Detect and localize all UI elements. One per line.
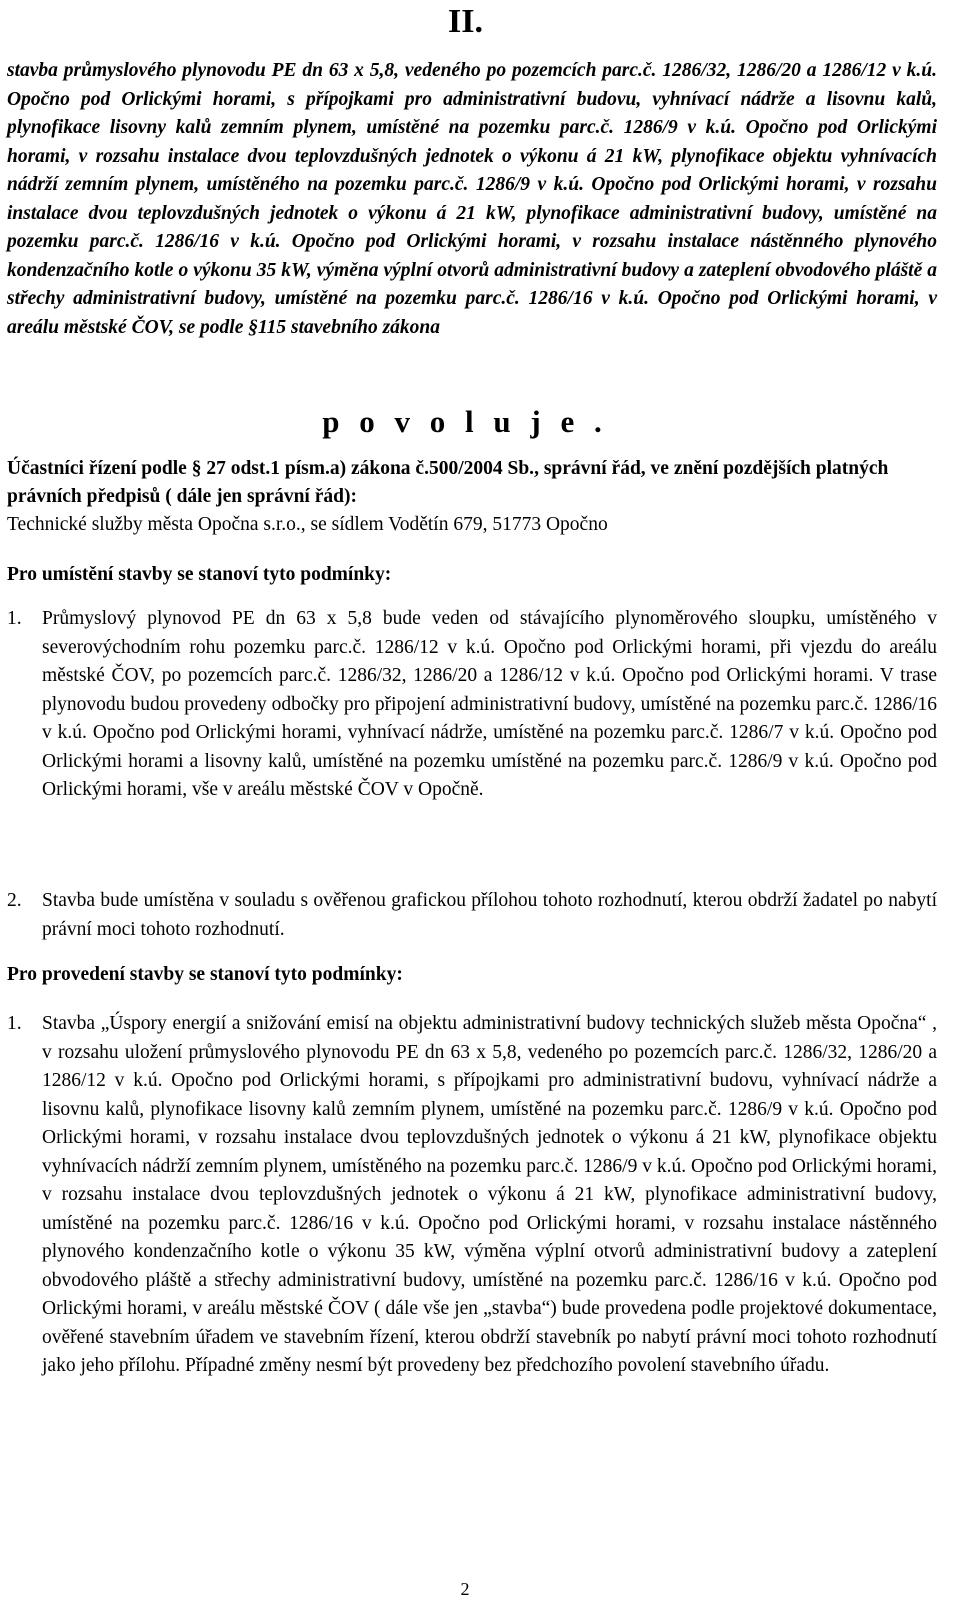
- condition-number: 1.: [7, 608, 22, 629]
- construction-conditions-heading: Pro provedení stavby se stanoví tyto podmínky:: [7, 964, 403, 985]
- participant-entry: Technické služby města Opočna s.r.o., se sídlem Vodětín 679, 51773 Opočno: [7, 514, 608, 535]
- placement-condition-item: [7, 605, 937, 805]
- condition-number: 2.: [7, 890, 22, 911]
- parties-heading-legal-reference: Účastníci řízení podle § 27 odst.1 písm.a) zákona č.500/2004 Sb.: [7, 458, 535, 479]
- condition-text: Průmyslový plynovod PE dn 63 x 5,8 bude veden od stávajícího plynoměrového sloupku, umístěného v severovýchodním rohu pozemku parc.č. 1286/12 v k.ú. Opočno pod Orlickými horami, při vjezdu do areálu městské ČOV, po pozemcích parc.č. 1286/32, 1286/20 a 1286/12 v k.ú. Opočno pod Orlickými horami. V trase plynovodu budou provedeny odbočky pro připojení administrativní budovy, umístěné na pozemku parc.č. 1286/16 v k.ú. Opočno pod Orlickými horami, vyhnívací nádrže, umístěné na pozemku parc.č. 1286/7 v k.ú. Opočno pod Orlickými horami a lisovny kalů, umístěné na pozemku umístěné na pozemku parc.č. 1286/9 v k.ú. Opočno pod Orlickými horami, vše v areálu městské ČOV v Opočně.: [42, 608, 937, 800]
- placement-condition-item: [7, 887, 937, 944]
- project-description: stavba průmyslového plynovodu PE dn 63 x 5,8, vedeného po pozemcích parc.č. 1286/32, 1286/20 a 1286/12 v k.ú. Opočno pod Orlickými horami, s přípojkami pro administrativní budovu, vyhnívací nádrže a lisovnu kalů, plynofikace lisovny kalů zemním plynem, umístěné na pozemku parc.č. 1286/9 v k.ú. Opočno pod Orlickými horami, v rozsahu instalace dvou teplovzdušných jednotek o výkonu á 21 kW, plynofikace objektu vyhnívacích nádrží zemním plynem, umístěného na pozemku parc.č. 1286/9 v k.ú. Opočno pod Orlickými horami, v rozsahu instalace dvou teplovzdušných jednotek o výkonu á 21 kW, plynofikace administrativní budovy, umístěné na pozemku parc.č. 1286/16 v k.ú. Opočno pod Orlickými horami, v rozsahu instalace nástěnného plynového kondenzačního kotle o výkonu 35 kW, výměna výplní otvorů administrativní budovy a zateplení obvodového pláště a střechy administrativní budovy, umístěné na pozemku parc.č. 1286/16 v k.ú. Opočno pod Orlickými horami, v areálu městské ČOV, se podle §115 stavebního zákona: [7, 60, 937, 338]
- page-number: 2: [460, 1579, 470, 1599]
- condition-number: 1.: [7, 1013, 22, 1034]
- construction-condition-item: [7, 1010, 937, 1381]
- condition-text: Stavba „Úspory energií a snižování emisí na objektu administrativní budovy technických služeb města Opočna“ , v rozsahu uložení průmyslového plynovodu PE dn 63 x 5,8, vedeného po pozemcích parc.č. 1286/32, 1286/20 a 1286/12 v k.ú. Opočno pod Orlickými horami, s přípojkami pro administrativní budovu, vyhnívací nádrže a lisovnu kalů, plynofikace lisovny kalů zemním plynem, umístěné na pozemku parc.č. 1286/9 v k.ú. Opočno pod Orlickými horami, v rozsahu instalace dvou teplovzdušných jednotek o výkonu á 21 kW, plynofikace objektu vyhnívacích nádrží zemním plynem, umístěného na pozemku parc.č. 1286/9 v k.ú. Opočno pod Orlickými horami, v rozsahu instalace dvou teplovzdušných jednotek o výkonu á 21 kW, plynofikace administrativní budovy, umístěné na pozemku parc.č. 1286/16 v k.ú. Opočno pod Orlickými horami, v rozsahu instalace nástěnného plynového kondenzačního kotle o výkonu 35 kW, výměna výplní otvorů administrativní budovy a zateplení obvodového pláště a střechy administrativní budovy, umístěné na pozemku parc.č. 1286/16 v k.ú. Opočno pod Orlickými horami, v areálu městské ČOV ( dále vše jen „stavba“) bude provedena podle projektové dokumentace, ověřené stavebním úřadem ve stavebním řízení, kterou obdrží stavebník po nabytí právní moci tohoto rozhodnutí jako jeho přílohu. Případné změny nesmí být provedeny bez předchozího povolení stavebního úřadu.: [42, 1013, 937, 1376]
- parties-section: [7, 455, 937, 539]
- placement-conditions-heading: Pro umístění stavby se stanoví tyto podmínky:: [7, 564, 392, 585]
- section-numeral: II.: [448, 3, 483, 40]
- parties-heading-continuation: , správní řád, ve znění pozdějších platných právních předpisů ( dále jen správní řád):: [7, 458, 889, 507]
- decision-verdict: p o v o l u j e .: [322, 404, 608, 439]
- condition-text: Stavba bude umístěna v souladu s ověřenou grafickou přílohou tohoto rozhodnutí, kterou obdrží žadatel po nabytí právní moci tohoto rozhodnutí.: [42, 890, 937, 940]
